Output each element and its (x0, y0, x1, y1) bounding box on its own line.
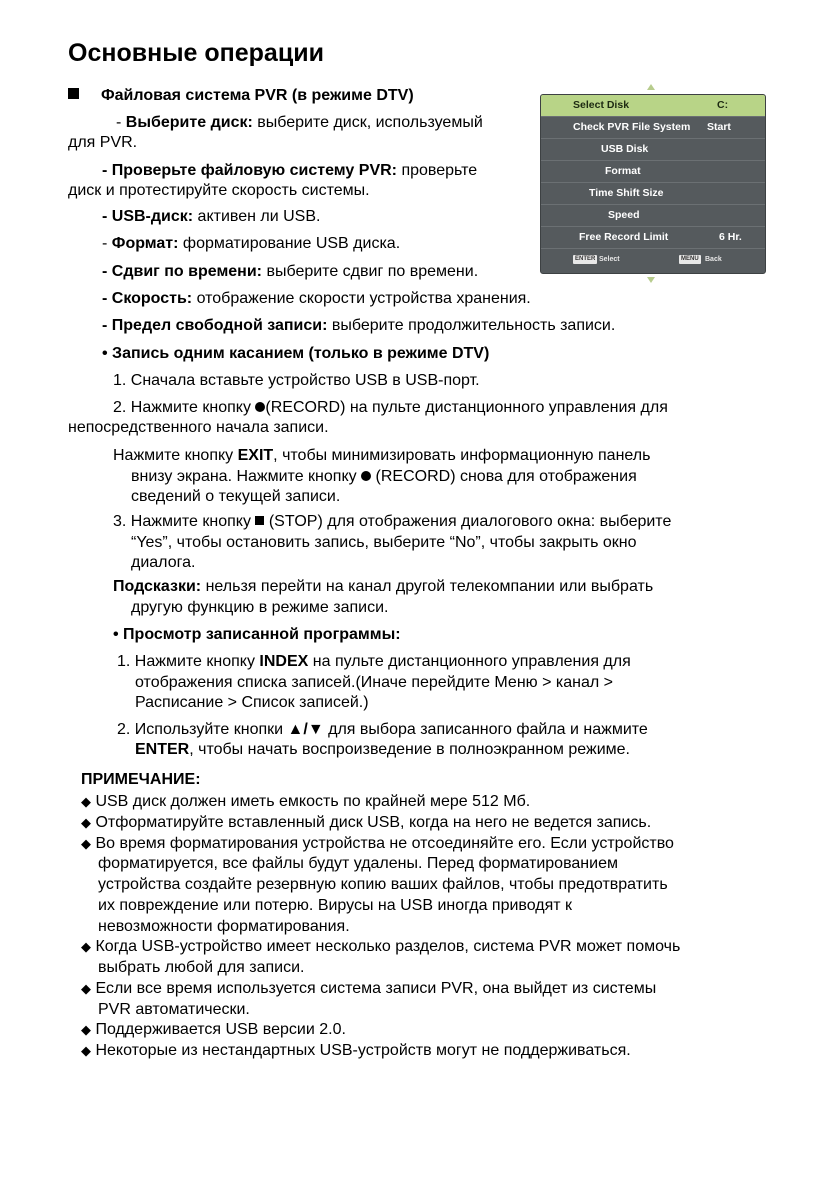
tips-line-2: другую функцию в режиме записи. (131, 599, 389, 616)
note-item-7: ◆ Некоторые из нестандартных USB-устройств могут не поддерживаться. (81, 1042, 631, 1059)
exit-line-2: внизу экрана. Нажмите кнопку (RECORD) снова для отображения (131, 468, 637, 485)
diamond-bullet-icon: ◆ (81, 836, 91, 851)
diamond-bullet-icon: ◆ (81, 939, 91, 954)
section-pvr-heading-text: Файловая система PVR (в режиме DTV) (101, 87, 414, 104)
osd-footer (541, 249, 765, 271)
note-heading: ПРИМЕЧАНИЕ: (81, 771, 201, 788)
note-item-5-line2: PVR автоматически. (98, 1001, 250, 1018)
diamond-bullet-icon: ◆ (81, 981, 91, 996)
record-dot-icon (255, 402, 265, 412)
note-item-6: ◆ Поддерживается USB версии 2.0. (81, 1021, 346, 1038)
note-item-1: ◆ USB диск должен иметь емкость по крайней мере 512 Мб. (81, 793, 531, 810)
menu-key-label: Back (705, 256, 722, 263)
record-step-3: 3. Нажмите кнопку (STOP) для отображения диалогового окна: выберите (113, 513, 672, 530)
record-step-3-line2: “Yes”, чтобы остановить запись, выберите “No”, чтобы закрыть окно (131, 534, 637, 551)
note-item-3-line2: форматируется, все файлы будут удалены. Перед форматированием (98, 855, 618, 872)
select-disk-line2: для PVR. (68, 134, 138, 151)
view-step-2: 2. Используйте кнопки ▲/▼ для выбора записанного файла и нажмите (117, 721, 648, 738)
menu-key-icon: MENU (681, 256, 699, 262)
speed-line: - Скорость: отображение скорости устройства хранения. (102, 290, 531, 307)
record-step-2-cont: непосредственного начала записи. (68, 419, 329, 436)
view-step-1: 1. Нажмите кнопку INDEX на пульте дистанционного управления для (117, 653, 631, 670)
note-item-3-line3: устройства создайте резервную копию ваших файлов, чтобы предотвратить (98, 876, 668, 893)
section-pvr-heading (68, 86, 414, 106)
pvr-osd-menu (540, 84, 766, 283)
up-down-arrows-icon: ▲/▼ (287, 721, 324, 738)
check-pvr-line2: диск и протестируйте скорость системы. (68, 182, 370, 199)
note-item-2: ◆ Отформатируйте вставленный диск USB, когда на него не ведется запись. (81, 814, 652, 831)
note-item-4-line2: выбрать любой для записи. (98, 959, 305, 976)
one-touch-record-heading: • Запись одним касанием (только в режиме DTV) (102, 345, 490, 362)
enter-key-label: Select (599, 256, 620, 263)
osd-row-check-pvr[interactable]: Check PVR File System Start (541, 117, 765, 139)
osd-row-speed[interactable]: Speed (541, 205, 765, 227)
exit-line-3: сведений о текущей записи. (131, 488, 341, 505)
enter-key-icon: ENTER (575, 256, 596, 262)
record-step-3-line3: диалога. (131, 554, 196, 571)
note-item-4: ◆ Когда USB-устройство имеет несколько разделов, система PVR может помочь (81, 938, 681, 955)
page-title: Основные операции (68, 39, 324, 67)
osd-row-usb-disk[interactable]: USB Disk (541, 139, 765, 161)
view-recorded-heading: • Просмотр записанной программы: (113, 626, 401, 643)
osd-row-format[interactable]: Format (541, 161, 765, 183)
diamond-bullet-icon: ◆ (81, 794, 91, 809)
osd-row-free-record-limit[interactable]: Free Record Limit 6 Hr. (541, 227, 765, 249)
diamond-bullet-icon: ◆ (81, 815, 91, 830)
osd-menu-box (540, 94, 766, 274)
tips-line-1: Подсказки: нельзя перейти на канал другой телекомпании или выбрать (113, 578, 654, 595)
note-item-3-line5: невозможности форматирования. (98, 918, 350, 935)
record-step-2: 2. Нажмите кнопку (RECORD) на пульте дистанционного управления для (113, 399, 668, 416)
view-step-2-line2: ENTER, чтобы начать воспроизведение в полноэкранном режиме. (135, 741, 630, 758)
record-dot-icon (361, 471, 371, 481)
note-item-3-line4: их повреждение или потерю. Вирусы на USB иногда приводят к (98, 897, 573, 914)
diamond-bullet-icon: ◆ (81, 1022, 91, 1037)
osd-row-time-shift[interactable]: Time Shift Size (541, 183, 765, 205)
usb-disk-line: - USB-диск: активен ли USB. (102, 208, 321, 225)
record-limit-line: - Предел свободной записи: выберите продолжительность записи. (102, 317, 616, 334)
osd-row-select-disk[interactable]: Select Disk C: (541, 95, 765, 117)
note-item-5: ◆ Если все время используется система записи PVR, она выйдет из системы (81, 980, 657, 997)
time-shift-line: - Сдвиг по времени: выберите сдвиг по времени. (102, 263, 479, 280)
diamond-bullet-icon: ◆ (81, 1043, 91, 1058)
square-bullet-icon (68, 88, 79, 99)
note-item-3: ◆ Во время форматирования устройства не отсоединяйте его. Если устройство (81, 835, 674, 852)
select-disk-line: - Выберите диск: выберите диск, используемый (116, 114, 483, 131)
record-step-1: 1. Сначала вставьте устройство USB в USB-порт. (113, 372, 480, 389)
check-pvr-line: - Проверьте файловую систему PVR: проверьте (102, 162, 478, 179)
view-step-1-line3: Расписание > Список записей.) (135, 694, 369, 711)
scroll-down-arrow-icon (647, 277, 655, 283)
scroll-up-arrow-icon (647, 84, 655, 90)
view-step-1-line2: отображения списка записей.(Иначе перейдите Меню > канал > (135, 674, 613, 691)
format-line: - Формат: форматирование USB диска. (102, 235, 401, 252)
exit-line-1: Нажмите кнопку EXIT, чтобы минимизировать информационную панель (113, 447, 651, 464)
